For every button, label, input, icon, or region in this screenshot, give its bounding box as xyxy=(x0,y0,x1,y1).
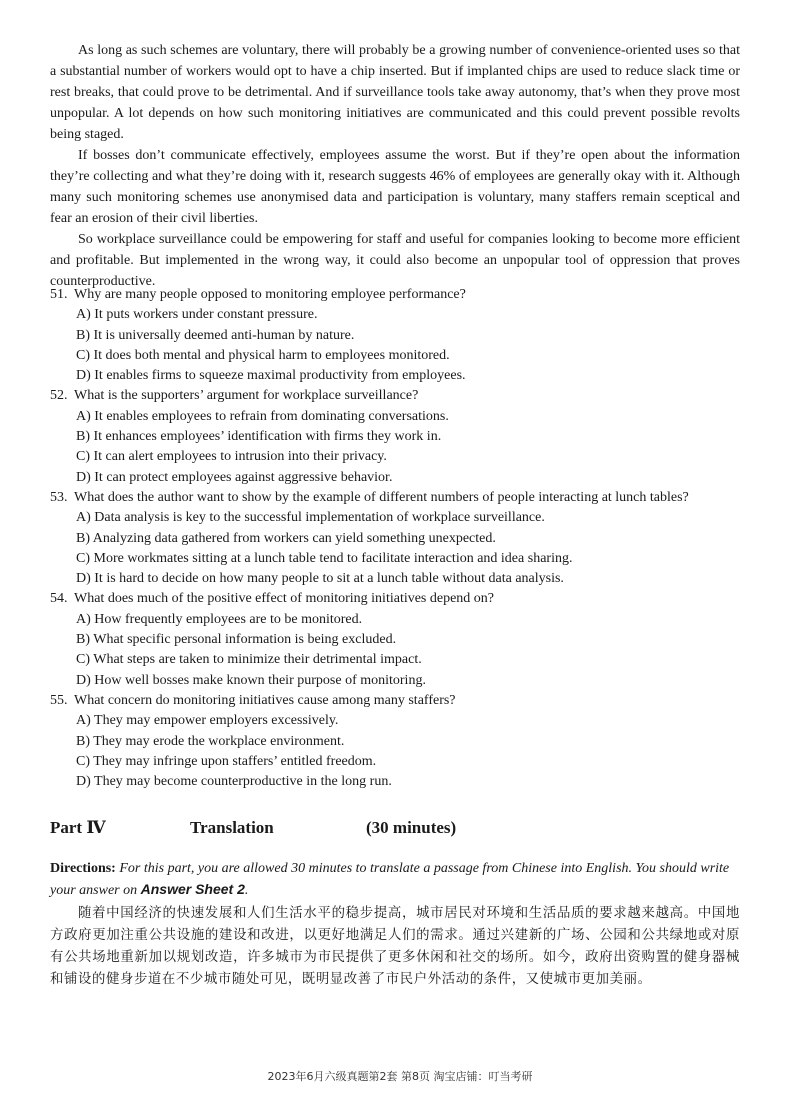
option-c: C) They may infringe upon staffers’ entitled freedom. xyxy=(76,753,377,769)
page-footer: 2023年6月六级真题第2套 第8页 淘宝店铺：叮当考研 xyxy=(267,1070,533,1083)
part-heading xyxy=(50,818,740,842)
part-title: Translation xyxy=(190,818,274,837)
passage-paragraph-3: So workplace surveillance could be empowering for staff and useful for companies looking to become more efficient and profitable. But implemented in the wrong way, it could also become an unpopular tool of oppression that proves counterproductive. xyxy=(50,232,740,289)
translation-passage: 随着中国经济的快速发展和人们生活水平的稳步提高，城市居民对环境和生活品质的要求越来越高。中国地方政府更加注重公共设施的建设和改进，以更好地满足人们的需求。通过兴建新的广场、公园和公共绿地或对原有公共场地重新加以规划改造，许多城市为市民提供了更多休闲和社交的场所。如今，政府出资购置的健身器械和铺设的健身步道在不少城市随处可见，既明显改善了市民户外活动的条件，又使城市更加美丽。 xyxy=(50,906,740,987)
question-stem: Why are many people opposed to monitoring employee performance? xyxy=(74,287,466,302)
question-number: 55. xyxy=(50,692,68,708)
option-a: A) Data analysis is key to the successful implementation of workplace surveillance. xyxy=(76,510,545,526)
option-b: B) What specific personal information is being excluded. xyxy=(76,632,397,648)
option-a: A) It enables employees to refrain from dominating conversations. xyxy=(76,408,449,424)
option-a: A) They may empower employers excessively. xyxy=(76,713,339,729)
question-stem: What does the author want to show by the example of different numbers of people interacting at lunch tables? xyxy=(74,489,689,505)
option-c: C) More workmates sitting at a lunch table tend to facilitate interaction and idea sharing. xyxy=(76,550,573,566)
question-number: 52. xyxy=(50,388,68,404)
directions xyxy=(50,858,740,901)
option-b: B) It enhances employees’ identification with firms they work in. xyxy=(76,429,442,445)
part-label: Part Ⅳ xyxy=(50,818,106,837)
question-51 xyxy=(50,285,740,386)
option-d: D) It is hard to decide on how many people to sit at a lunch table without data analysis. xyxy=(76,571,564,587)
question-stem: What does much of the positive effect of monitoring initiatives depend on? xyxy=(74,591,495,607)
option-c: C) What steps are taken to minimize their detrimental impact. xyxy=(76,652,422,668)
question-54 xyxy=(50,589,740,690)
passage-paragraph-2: If bosses don’t communicate effectively, employees assume the worst. But if they’re open about the information they’re collecting and what they’re doing with it, research suggests 46% of employees are generally okay with it. Although many such monitoring schemes use anonymised data and participation is voluntary, many staffers remain sceptical and fear an erosion of their civil liberties. xyxy=(50,148,740,226)
question-stem: What concern do monitoring initiatives cause among many staffers? xyxy=(74,692,456,708)
question-53 xyxy=(50,488,740,589)
option-b: B) Analyzing data gathered from workers can yield something unexpected. xyxy=(76,530,496,546)
question-number: 51. xyxy=(50,287,68,302)
directions-end: . xyxy=(244,883,249,898)
answer-sheet-reference: Answer Sheet 2 xyxy=(140,881,245,897)
option-c: C) It can alert employees to intrusion into their privacy. xyxy=(76,449,387,465)
question-52 xyxy=(50,386,740,487)
directions-text: For this part, you are allowed 30 minutes to translate a passage from Chinese into English. You should write your answer on xyxy=(50,861,730,898)
question-number: 54. xyxy=(50,591,68,607)
question-list xyxy=(50,285,740,792)
option-d: D) How well bosses make known their purpose of monitoring. xyxy=(76,672,426,688)
option-d: D) It enables firms to squeeze maximal productivity from employees. xyxy=(76,368,466,384)
part-time: (30 minutes) xyxy=(366,818,457,837)
option-c: C) It does both mental and physical harm to employees monitored. xyxy=(76,347,450,363)
option-a: A) How frequently employees are to be monitored. xyxy=(76,611,363,627)
passage-paragraph-1: As long as such schemes are voluntary, there will probably be a growing number of convenience-oriented uses so that a substantial number of workers would opt to have a chip inserted. But if implanted chips are used to reduce slack time or rest breaks, that could prove to be detrimental. And if surveillance tools take away autonomy, that’s when they prove most unpopular. A lot depends on how such monitoring initiatives are communicated and this could prevent possible revolts being staged. xyxy=(50,43,740,142)
question-55 xyxy=(50,691,740,792)
option-d: D) It can protect employees against aggressive behavior. xyxy=(76,469,393,485)
option-d: D) They may become counterproductive in the long run. xyxy=(76,774,392,790)
directions-label: Directions: xyxy=(50,861,116,876)
question-stem: What is the supporters’ argument for workplace surveillance? xyxy=(74,388,419,404)
reading-passage xyxy=(50,40,740,292)
option-b: B) They may erode the workplace environment. xyxy=(76,733,345,749)
option-a: A) It puts workers under constant pressure. xyxy=(76,307,318,323)
question-number: 53. xyxy=(50,489,68,505)
option-b: B) It is universally deemed anti-human by nature. xyxy=(76,327,355,343)
